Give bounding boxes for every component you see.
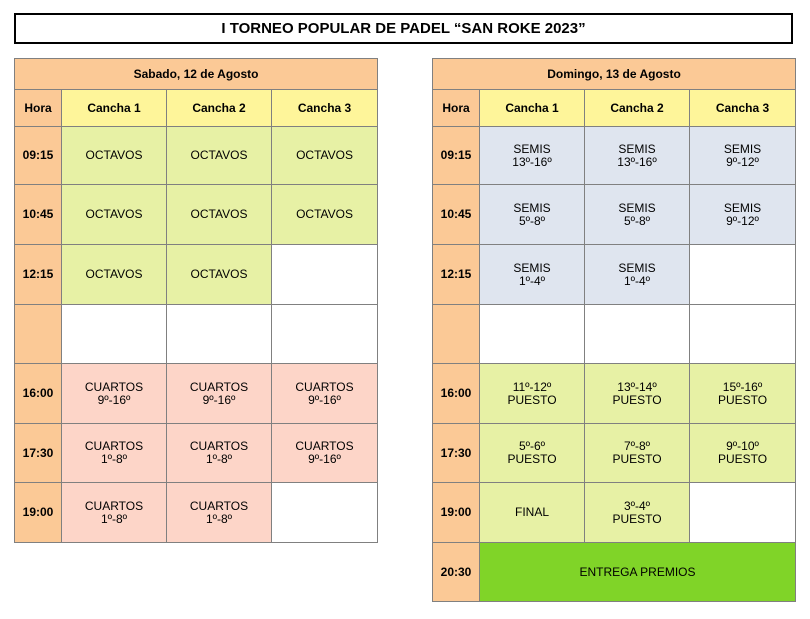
match-cell bbox=[62, 364, 167, 424]
schedule-row bbox=[15, 127, 378, 185]
day-header-row bbox=[433, 59, 796, 90]
time-cell: 19:00 bbox=[433, 483, 480, 543]
match-line-1: OCTAVOS bbox=[190, 207, 248, 221]
match-line-1: OCTAVOS bbox=[85, 148, 143, 162]
match-cell bbox=[167, 424, 272, 483]
saturday-schedule-table bbox=[14, 58, 378, 543]
schedule-row bbox=[433, 424, 796, 483]
match-cell bbox=[272, 127, 378, 185]
match-line-1: 13º-14º bbox=[617, 379, 657, 394]
match-line-2: 1º-8º bbox=[100, 511, 128, 526]
match-line-2: 9º-12º bbox=[726, 213, 759, 228]
match-line-2: 9º-16º bbox=[97, 392, 131, 407]
match-line-2: PUESTO bbox=[612, 452, 662, 466]
cancha-1-header: Cancha 1 bbox=[62, 90, 167, 127]
match-cell bbox=[585, 245, 690, 305]
match-line-2: 5º-8º bbox=[518, 213, 546, 228]
awards-cell: ENTREGA PREMIOS bbox=[480, 543, 796, 602]
schedule-row bbox=[15, 364, 378, 424]
match-line-1: CUARTOS bbox=[295, 439, 354, 453]
match-cell bbox=[272, 305, 378, 364]
schedule-row bbox=[433, 364, 796, 424]
schedule-row bbox=[15, 185, 378, 245]
match-line-2: PUESTO bbox=[612, 511, 662, 526]
match-line-2: 9º-12º bbox=[726, 154, 759, 169]
match-line-2: 9º-16º bbox=[202, 392, 236, 407]
cancha-3-header: Cancha 3 bbox=[272, 90, 378, 127]
match-line-1: CUARTOS bbox=[84, 379, 144, 394]
time-cell bbox=[15, 305, 62, 364]
time-cell: 09:15 bbox=[433, 127, 480, 185]
match-line-2: PUESTO bbox=[717, 452, 768, 466]
schedule-row bbox=[15, 245, 378, 305]
time-cell: 10:45 bbox=[433, 185, 480, 245]
time-cell bbox=[433, 305, 480, 364]
match-cell bbox=[585, 185, 690, 245]
match-line-1: SEMIS bbox=[723, 141, 762, 156]
match-line-1: SEMIS bbox=[618, 141, 656, 156]
match-line-1: OCTAVOS bbox=[190, 267, 248, 281]
schedule-row bbox=[15, 483, 378, 543]
match-cell bbox=[480, 127, 585, 185]
match-line-1: SEMIS bbox=[513, 141, 551, 156]
match-cell bbox=[480, 185, 585, 245]
day-label: Domingo, 13 de Agosto bbox=[433, 59, 796, 90]
match-line-2: 13º-16º bbox=[617, 154, 657, 169]
time-cell: 10:45 bbox=[15, 185, 62, 245]
match-line-1: OCTAVOS bbox=[85, 267, 143, 281]
time-cell: 12:15 bbox=[433, 245, 480, 305]
match-line-1: CUARTOS bbox=[84, 498, 144, 513]
match-cell bbox=[167, 364, 272, 424]
match-line-2: 1º-8º bbox=[100, 452, 128, 466]
sunday-schedule-table bbox=[432, 58, 796, 602]
match-line-1: 7º-8º bbox=[623, 439, 651, 453]
match-cell bbox=[690, 127, 796, 185]
match-line-1: SEMIS bbox=[513, 200, 551, 215]
match-cell bbox=[690, 185, 796, 245]
cancha-2-header: Cancha 2 bbox=[585, 90, 690, 127]
hora-header: Hora bbox=[15, 90, 62, 127]
match-line-1: 15º-16º bbox=[722, 379, 763, 394]
match-cell bbox=[690, 483, 796, 543]
day-label: Sabado, 12 de Agosto bbox=[15, 59, 378, 90]
match-cell bbox=[62, 305, 167, 364]
match-line-1: SEMIS bbox=[618, 200, 656, 215]
match-cell bbox=[480, 483, 585, 543]
column-header-row bbox=[15, 90, 378, 127]
match-cell bbox=[62, 483, 167, 543]
awards-time-cell: 20:30 bbox=[433, 543, 480, 602]
time-cell: 17:30 bbox=[15, 424, 62, 483]
match-line-2: 9º-16º bbox=[308, 392, 341, 407]
match-line-2: 1º-8º bbox=[205, 511, 233, 526]
match-cell bbox=[690, 305, 796, 364]
match-line-1: 5º-6º bbox=[518, 439, 546, 453]
match-cell bbox=[62, 245, 167, 305]
match-cell bbox=[480, 245, 585, 305]
match-line-2: PUESTO bbox=[507, 452, 557, 466]
match-cell bbox=[585, 305, 690, 364]
match-line-1: SEMIS bbox=[513, 260, 551, 275]
schedule-row bbox=[433, 305, 796, 364]
match-cell bbox=[690, 364, 796, 424]
match-line-1: 11º-12º bbox=[512, 379, 552, 394]
match-line-2: 1º-4º bbox=[518, 273, 546, 288]
match-line-1: CUARTOS bbox=[295, 379, 354, 394]
match-line-1: SEMIS bbox=[723, 200, 762, 215]
schedule-row bbox=[433, 483, 796, 543]
match-cell bbox=[480, 305, 585, 364]
match-line-2: PUESTO bbox=[507, 392, 557, 407]
match-line-2: PUESTO bbox=[717, 392, 768, 407]
match-cell bbox=[585, 424, 690, 483]
match-line-1: 9º-10º bbox=[726, 439, 759, 453]
match-cell bbox=[167, 127, 272, 185]
match-cell bbox=[480, 424, 585, 483]
cancha-1-header: Cancha 1 bbox=[480, 90, 585, 127]
hora-header: Hora bbox=[433, 90, 480, 127]
match-cell bbox=[167, 185, 272, 245]
match-line-1: FINAL bbox=[514, 505, 549, 519]
match-line-1: 3º-4º bbox=[623, 498, 651, 513]
match-cell bbox=[167, 305, 272, 364]
match-line-1: OCTAVOS bbox=[296, 207, 353, 221]
match-line-2: 1º-8º bbox=[205, 452, 233, 466]
match-line-1: CUARTOS bbox=[189, 379, 249, 394]
time-cell: 16:00 bbox=[433, 364, 480, 424]
time-cell: 12:15 bbox=[15, 245, 62, 305]
match-cell bbox=[167, 245, 272, 305]
match-cell bbox=[690, 245, 796, 305]
column-header-row bbox=[433, 90, 796, 127]
match-cell bbox=[167, 483, 272, 543]
match-cell bbox=[585, 483, 690, 543]
match-cell bbox=[272, 185, 378, 245]
match-cell bbox=[272, 424, 378, 483]
cancha-3-header: Cancha 3 bbox=[690, 90, 796, 127]
match-cell bbox=[480, 364, 585, 424]
schedule-row bbox=[15, 424, 378, 483]
tournament-title: I TORNEO POPULAR DE PADEL “SAN ROKE 2023” bbox=[14, 13, 793, 44]
schedule-row bbox=[433, 127, 796, 185]
match-line-1: OCTAVOS bbox=[190, 148, 248, 162]
match-cell bbox=[690, 424, 796, 483]
match-line-1: OCTAVOS bbox=[85, 207, 143, 221]
time-cell: 16:00 bbox=[15, 364, 62, 424]
schedule-row bbox=[433, 245, 796, 305]
match-cell bbox=[585, 127, 690, 185]
match-line-2: 9º-16º bbox=[308, 452, 341, 466]
awards-row bbox=[433, 543, 796, 602]
match-cell bbox=[62, 127, 167, 185]
match-cell bbox=[272, 483, 378, 543]
match-line-1: CUARTOS bbox=[189, 439, 249, 453]
match-line-1: OCTAVOS bbox=[296, 148, 353, 162]
match-cell bbox=[62, 185, 167, 245]
match-line-1: CUARTOS bbox=[84, 439, 144, 453]
match-line-1: SEMIS bbox=[618, 260, 656, 275]
match-cell bbox=[585, 364, 690, 424]
schedule-row bbox=[15, 305, 378, 364]
match-line-2: 5º-8º bbox=[623, 213, 651, 228]
match-line-2: PUESTO bbox=[612, 392, 662, 407]
schedule-row bbox=[433, 185, 796, 245]
time-cell: 09:15 bbox=[15, 127, 62, 185]
time-cell: 19:00 bbox=[15, 483, 62, 543]
match-line-2: 13º-16º bbox=[512, 154, 552, 169]
cancha-2-header: Cancha 2 bbox=[167, 90, 272, 127]
time-cell: 17:30 bbox=[433, 424, 480, 483]
match-cell bbox=[62, 424, 167, 483]
match-line-2: 1º-4º bbox=[623, 273, 651, 288]
match-cell bbox=[272, 245, 378, 305]
day-header-row bbox=[15, 59, 378, 90]
match-cell bbox=[272, 364, 378, 424]
match-line-1: CUARTOS bbox=[189, 498, 249, 513]
